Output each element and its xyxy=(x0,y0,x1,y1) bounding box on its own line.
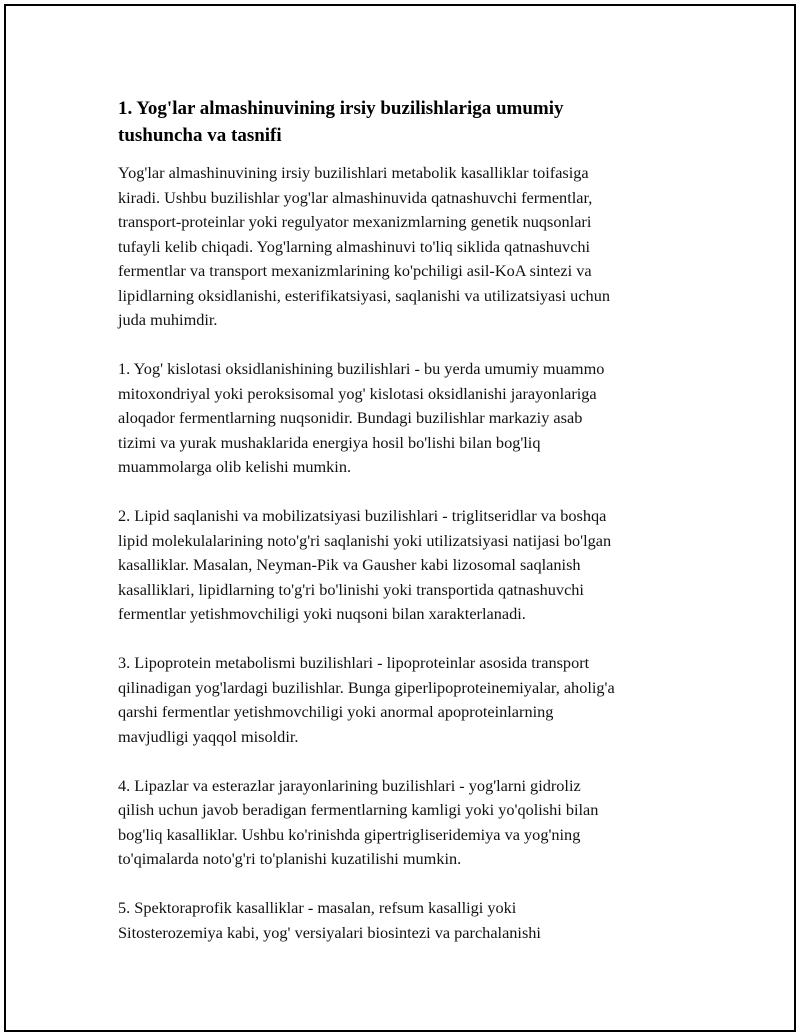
section-heading xyxy=(118,95,693,149)
heading-line: tushuncha va tasnifi xyxy=(118,125,282,146)
text-line: transport-proteinlar yoki regulyator mexanizmlarning genetik nuqsonlari xyxy=(118,212,592,231)
list-item-1 xyxy=(118,357,693,480)
text-line: qilinadigan yog'lardagi buzilishlar. Bunga giperlipoproteinemiyalar, aholig'a xyxy=(118,677,615,697)
text-line: kasalliklar. Masalan, Neyman-Pik va Gausher kabi lizosomal saqlanish xyxy=(118,555,581,574)
text-line: kasalliklari, lipidlarning to'g'ri bo'linishi yoki transportida qatnashuvchi xyxy=(118,579,584,599)
text-line: mavjudligi yaqqol misoldir. xyxy=(118,726,299,746)
text-line: lipidlarning oksidlanishi, esterifikatsiyasi, saqlanishi va utilizatsiyasi uchun xyxy=(118,285,610,305)
text-line: qilish uchun javob beradigan fermentlarning kamligi yoki yo'qolishi bilan xyxy=(118,800,599,819)
text-line: lipid molekulalarining noto'g'ri saqlanishi yoki utilizatsiyasi natijasi bo'lgan xyxy=(118,530,612,550)
text-line: 1. Yog' kislotasi oksidlanishining buzilishlari - bu yerda umumiy muammo xyxy=(118,359,605,378)
text-line: tufayli kelib chiqadi. Yog'larning almashinuvi to'liq siklida qatnashuvchi xyxy=(118,236,591,256)
text-line: Sitosterozemiya kabi, yog' versiyalari biosintezi va parchalanishi xyxy=(118,922,541,942)
text-line: to'qimalarda noto'g'ri to'planishi kuzatilishi mumkin. xyxy=(118,849,462,868)
text-line: juda muhimdir. xyxy=(118,310,218,329)
text-line: fermentlar yetishmovchiligi yoki nuqsoni bilan xarakterlanadi. xyxy=(118,604,526,623)
list-item-5 xyxy=(118,896,693,945)
text-line: 2. Lipid saqlanishi va mobilizatsiyasi buzilishlari - triglitseridlar va boshqa xyxy=(118,506,607,525)
text-line: 3. Lipoprotein metabolismi buzilishlari - lipoproteinlar asosida transport xyxy=(118,653,590,672)
list-item-4 xyxy=(118,774,693,872)
text-line: Yog'lar almashinuvining irsiy buzilishlari metabolik kasalliklar toifasiga xyxy=(118,163,589,182)
text-line: qarshi fermentlar yetishmovchiligi yoki anormal apoproteinlarning xyxy=(118,702,554,721)
text-line: aloqador fermentlarning nuqsonidir. Bundagi buzilishlar markaziy asab xyxy=(118,408,583,427)
text-line: fermentlar va transport mexanizmlarining ko'pchiligi asil-KoA sintezi va xyxy=(118,261,592,280)
list-item-2 xyxy=(118,504,693,627)
list-item-3 xyxy=(118,651,693,749)
document-body xyxy=(118,95,693,945)
text-line: tizimi va yurak mushaklarida energiya hosil bo'lishi bilan bog'liq xyxy=(118,432,541,452)
text-line: kiradi. Ushbu buzilishlar yog'lar almashinuvida qatnashuvchi fermentlar, xyxy=(118,187,593,207)
text-line: muammolarga olib kelishi mumkin. xyxy=(118,457,352,476)
text-line: 5. Spektoraprofik kasalliklar - masalan, refsum kasalligi yoki xyxy=(118,898,517,917)
text-line: bog'liq kasalliklar. Ushbu ko'rinishda gipertrigliseridemiya va yog'ning xyxy=(118,824,581,844)
heading-line: 1. Yog'lar almashinuvining irsiy buzilishlariga umumiy xyxy=(118,98,564,119)
text-line: 4. Lipazlar va esterazlar jarayonlarining buzilishlari - yog'larni gidroliz xyxy=(118,775,581,795)
text-line: mitoxondriyal yoki peroksisomal yog' kislotasi oksidlanishi jarayonlariga xyxy=(118,383,597,403)
intro-paragraph xyxy=(118,161,693,333)
